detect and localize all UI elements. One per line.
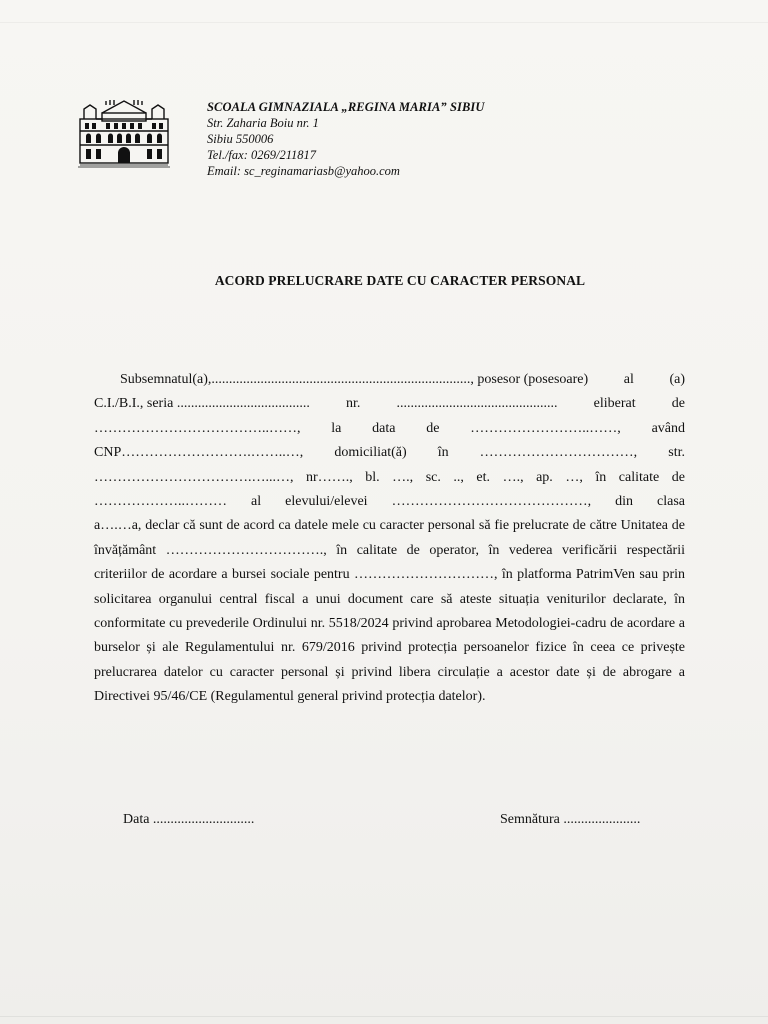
form-text: (a) xyxy=(669,372,685,387)
school-street: Str. Zaharia Boiu nr. 1 xyxy=(207,116,319,130)
form-row-1 xyxy=(94,368,685,392)
form-text: în xyxy=(595,469,607,485)
signature-field: Semnătura ...................... xyxy=(500,812,641,827)
form-text: …., xyxy=(392,469,414,485)
form-text: …., xyxy=(502,469,524,485)
date-field: Data ............................. xyxy=(123,812,255,827)
form-text: .., xyxy=(453,469,464,485)
form-text: ap. xyxy=(536,469,553,485)
form-text: de xyxy=(671,469,685,485)
form-text: sc. xyxy=(425,469,441,485)
scan-artifact xyxy=(0,22,768,23)
form-text: elevului/elevei xyxy=(285,494,368,510)
form-text: al xyxy=(251,494,262,510)
form-text: ………………..……… xyxy=(94,494,227,510)
form-text: ……………………..……, xyxy=(470,420,621,436)
form-text: calitate xyxy=(618,469,660,485)
form-text: ………………………………..……, xyxy=(94,420,301,436)
form-row-6 xyxy=(94,490,685,514)
form-text: ……………………………, xyxy=(479,445,638,461)
form-text: ……………………………………, xyxy=(391,494,592,510)
form-text: nr……., xyxy=(306,469,353,485)
form-text: în xyxy=(437,445,449,461)
form-text: nr. xyxy=(345,396,361,412)
school-city: Sibiu 550006 xyxy=(207,132,274,146)
form-text: având xyxy=(651,420,685,436)
form-text: domiciliat(ă) xyxy=(334,445,407,461)
school-header xyxy=(207,99,485,179)
school-building-icon xyxy=(76,97,172,169)
form-text: de xyxy=(671,396,685,412)
scan-artifact xyxy=(0,1016,768,1017)
form-row-4 xyxy=(94,441,685,465)
form-text: str. xyxy=(668,445,685,461)
form-text: .............................................. xyxy=(396,396,558,412)
form-text: al xyxy=(623,372,634,387)
document-title: ACORD PRELUCRARE DATE CU CARACTER PERSONAL xyxy=(214,273,586,288)
consent-form-body xyxy=(94,368,685,710)
form-text: CNP……………………….……..…, xyxy=(94,445,304,461)
form-text: clasa xyxy=(657,494,685,510)
school-phone: Tel./fax: 0269/211817 xyxy=(207,148,317,162)
form-text: …, xyxy=(565,469,583,485)
school-name: SCOALA GIMNAZIALA „REGINA MARIA” SIBIU xyxy=(207,100,485,114)
form-text: eliberat xyxy=(593,396,636,412)
form-text: la xyxy=(331,420,342,436)
form-text: C.I./B.I., seria ...................................... xyxy=(94,396,310,412)
form-row-2 xyxy=(94,392,685,416)
consent-paragraph: a….…a, declar că sunt de acord ca datele mele cu caracter personal să fie prelucrate de către Unitatea de învățământ ……………………………., în calitate de operator, în vederea verificării respectării criteriilor de acordare a bursei sociale pentru …………………………, în platforma PatrimVen sau prin solicitarea organului central fiscal a unui document care să ateste situația veniturilor declarate, în conformitate cu prevederile Ordinului nr. 5518/2024 privind aprobarea Metodologiei-cadru de acordare a burselor și ale Regulamentului nr. 679/2016 privind protecția persoanelor fizice în ceea ce privește prelucrarea datelor cu caracter personal și privind libera circulație a acestor date și de abrogare a Directivei 95/46/CE (Regulamentul general privind protecția datelor). xyxy=(94,518,685,705)
form-text: …………………………….…...…, xyxy=(94,469,294,485)
school-email: Email: sc_reginamariasb@yahoo.com xyxy=(207,164,400,178)
form-text: bl. xyxy=(365,469,380,485)
form-text: din xyxy=(615,494,633,510)
form-row-3 xyxy=(94,417,685,441)
form-row-5 xyxy=(94,466,685,490)
form-text: data xyxy=(372,420,396,436)
form-text: de xyxy=(426,420,440,436)
form-text: Subsemnatul(a),.........................................................................., posesor (posesoare) xyxy=(120,372,589,387)
form-text: et. xyxy=(476,469,491,485)
